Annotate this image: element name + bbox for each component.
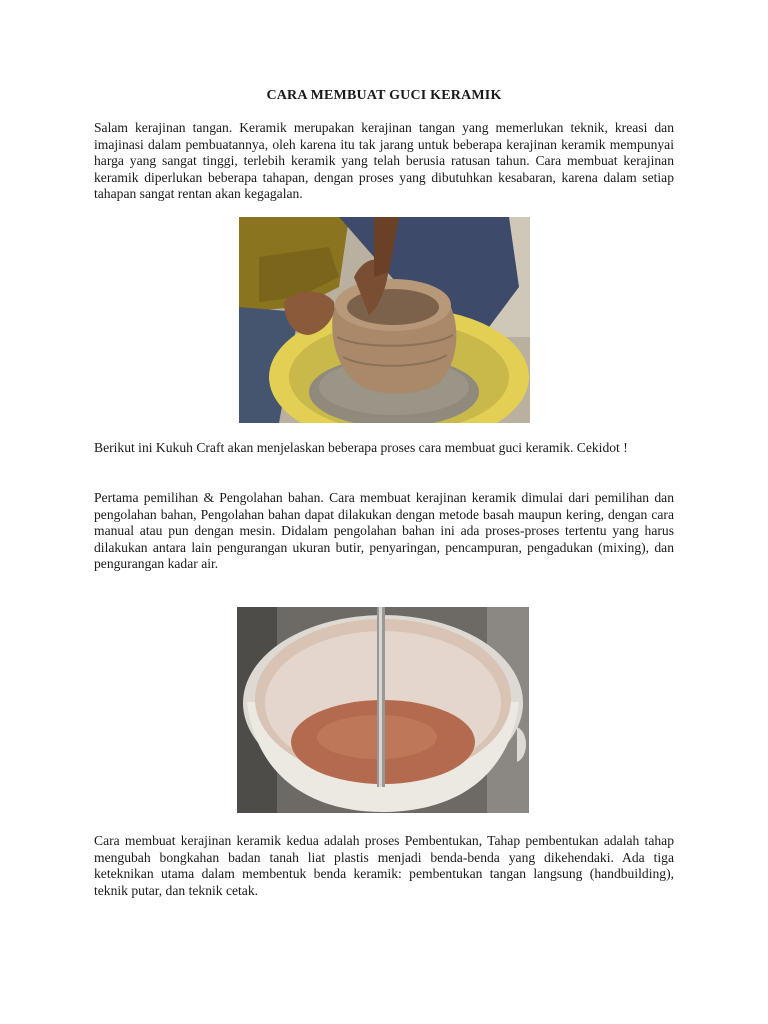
step-one-paragraph: Pertama pemilihan & Pengolahan bahan. Cara membuat kerajinan keramik dimulai dari pemilihan dan pengolahan bahan, Pengolahan bahan dapat dilakukan dengan metode basah maupun kering, dengan cara manual atau pun dengan mesin. Didalam pengolahan bahan ini ada proses-proses tertentu yang harus dilakukan antara lain pengurangan ukuran butir, penyaringan, pencampuran, pengadukan (mixing), dan pengurangan kadar air. <box>94 490 674 572</box>
document-title: CARA MEMBUAT GUCI KERAMIK <box>266 88 502 103</box>
pottery-wheel-photo <box>239 217 530 423</box>
clay-slip-bucket-image <box>237 607 529 813</box>
intro-kukuh-craft-paragraph: Berikut ini Kukuh Craft akan menjelaskan beberapa proses cara membuat guci keramik. Cekidot ! <box>94 440 628 455</box>
step-two-paragraph: Cara membuat kerajinan keramik kedua adalah proses Pembentukan, Tahap pembentukan adalah tahap mengubah bongkahan badan tanah liat plastis menjadi benda-benda yang dikehendaki. Ada tiga keteknikan utama dalam membentuk benda keramik: pembentukan tangan langsung (handbuilding), teknik putar, dan teknik cetak. <box>94 833 674 898</box>
pottery-wheel-image <box>239 217 530 423</box>
intro-paragraph: Salam kerajinan tangan. Keramik merupakan kerajinan tangan yang memerlukan teknik, kreasi dan imajinasi dalam pembuatannya, oleh karena itu tak jarang untuk beberapa kerajinan keramik mempunyai harga yang sangat tinggi, terlebih keramik yang telah berusia ratusan tahun. Cara membuat kerajinan keramik diperlukan beberapa tahapan, dengan proses yang dibutuhkan kesabaran, karena dalam setiap tahapan sangat rentan akan kegagalan. <box>94 120 674 202</box>
clay-slip-bucket-photo <box>237 607 529 813</box>
